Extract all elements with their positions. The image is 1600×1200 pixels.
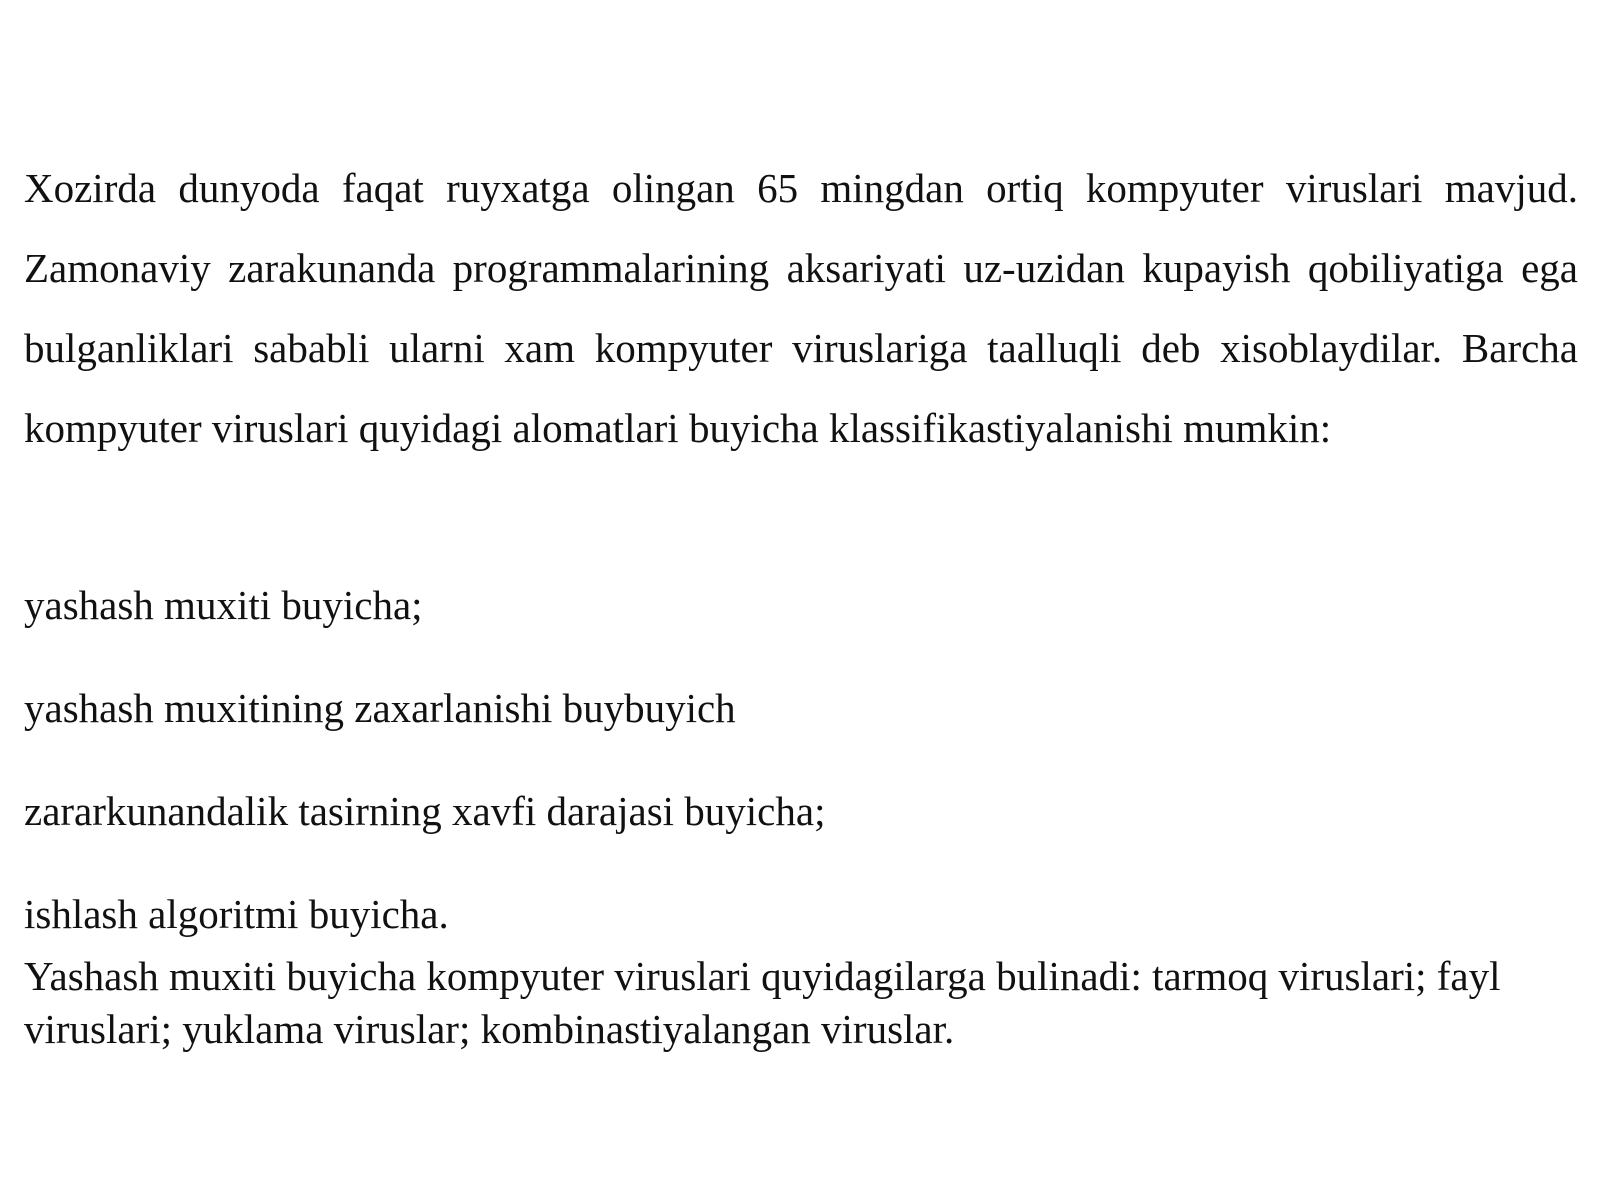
criteria-item: yashash muxitining zaxarlanishi buybuyich bbox=[24, 685, 736, 731]
criteria-item: ishlash algoritmi buyicha. bbox=[24, 891, 449, 937]
criteria-item: yashash muxiti buyicha; bbox=[24, 582, 423, 628]
closing-paragraph: Yashash muxiti buyicha kompyuter viruslari quyidagilarga bulinadi: tarmoq viruslari; fayl viruslari; yuklama viruslar; kombinastiyalangan viruslar. bbox=[24, 953, 1501, 1052]
intro-paragraph: Xozirda dunyoda faqat ruyxatga olingan 65 mingdan ortiq kompyuter viruslari mavjud. Zamonaviy zarakunanda programmalarining aksariyati uz-uzidan kupayish qobiliyatiga ega bulganliklari sababli ularni xam kompyuter viruslariga taalluqli deb xisoblaydilar. Barcha kompyuter viruslari quyidagi alomatlari buyicha klassifikastiyalanishi mumkin: bbox=[24, 165, 1578, 451]
criteria-item: zararkunandalik tasirning xavfi darajasi buyicha; bbox=[24, 788, 826, 834]
